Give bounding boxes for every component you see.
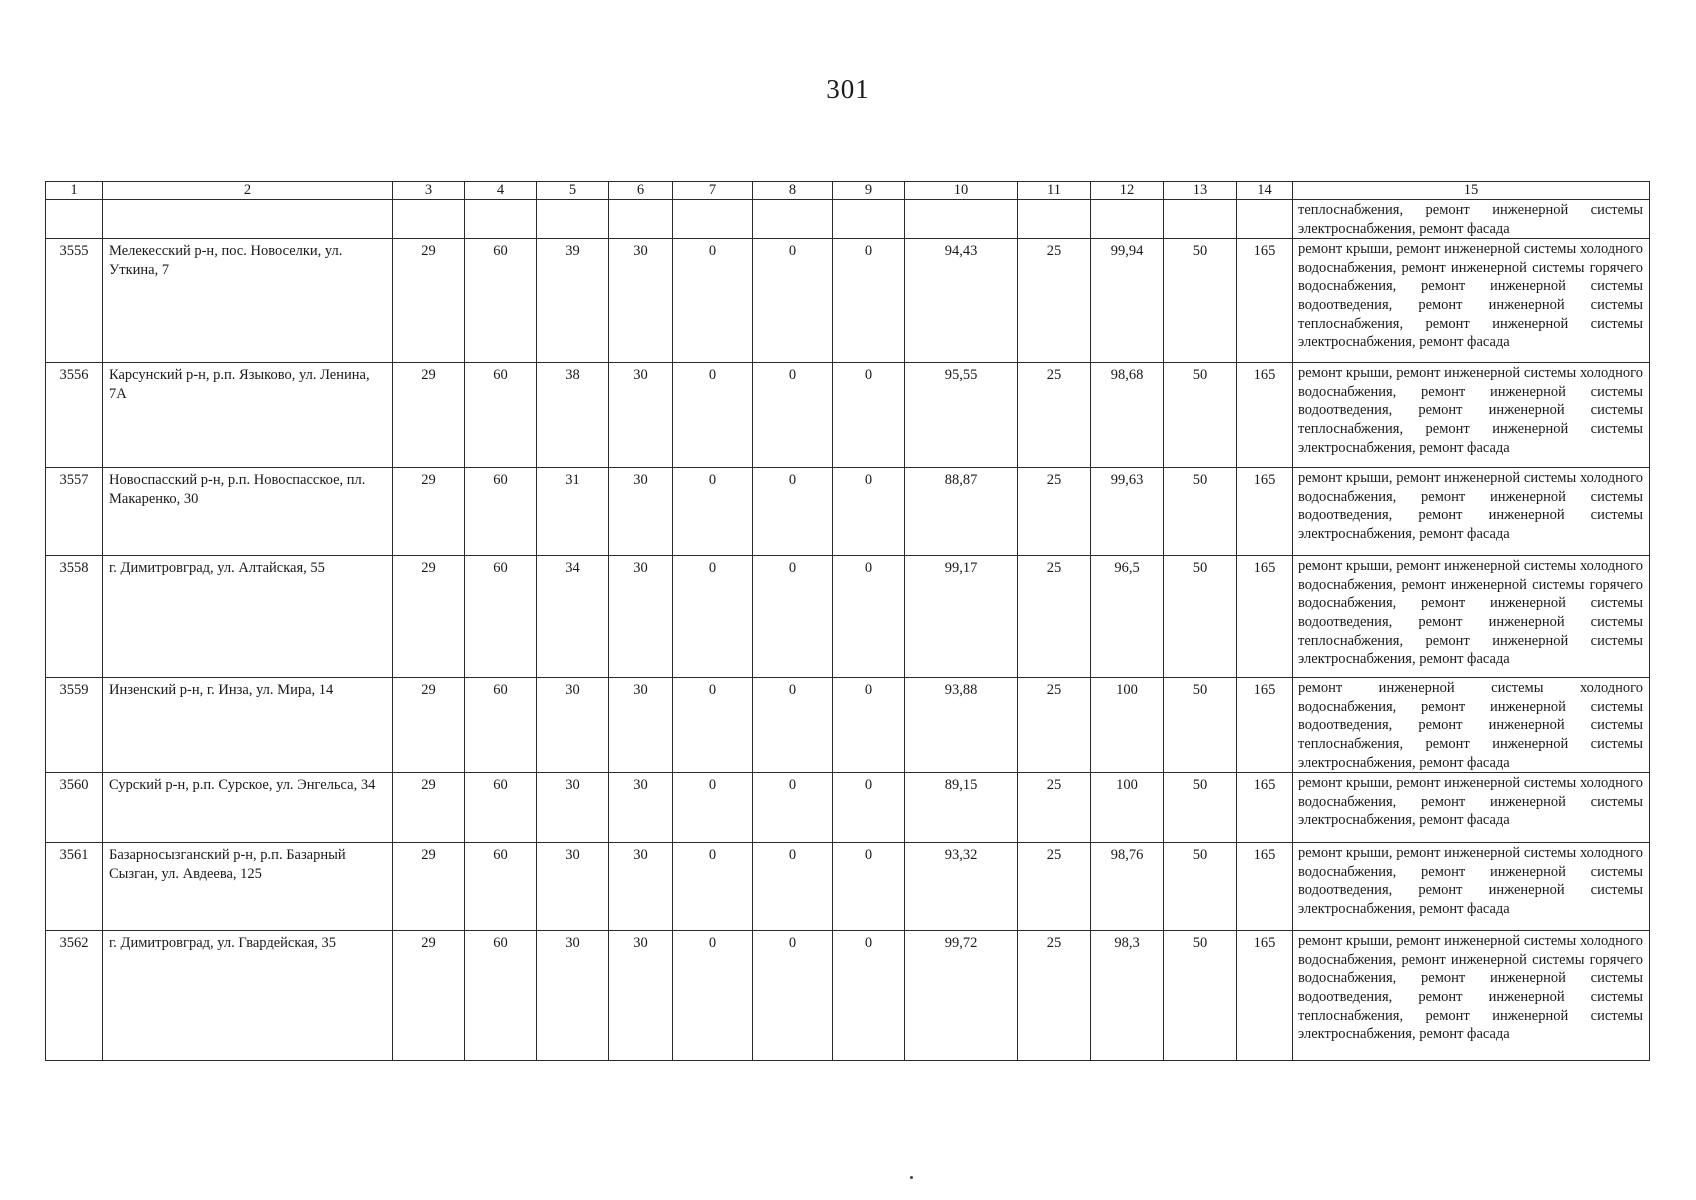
value-cell-col-6: 30 — [609, 468, 673, 556]
continuation-cell — [103, 200, 393, 239]
works-list-cell: ремонт инженерной системы холодного водоснабжения, ремонт инженерной системы водоотведения, ремонт инженерной системы теплоснабжения, ремонт инженерной системы электроснабжения, ремонт фасада — [1293, 678, 1650, 773]
value-cell-col-12: 99,94 — [1091, 239, 1164, 363]
value-cell-col-13: 50 — [1164, 843, 1237, 931]
works-list-cell: ремонт крыши, ремонт инженерной системы холодного водоснабжения, ремонт инженерной системы водоотведения, ремонт инженерной системы электроснабжения, ремонт фасада — [1293, 843, 1650, 931]
row-number-cell: 3562 — [46, 931, 103, 1061]
value-cell-col-13: 50 — [1164, 773, 1237, 843]
value-cell-col-3: 29 — [393, 556, 465, 678]
value-cell-col-5: 30 — [537, 773, 609, 843]
value-cell-col-10: 89,15 — [905, 773, 1018, 843]
value-cell-col-5: 38 — [537, 363, 609, 468]
value-cell-col-10: 93,32 — [905, 843, 1018, 931]
value-cell-col-14: 165 — [1237, 678, 1293, 773]
continuation-cell — [1237, 200, 1293, 239]
value-cell-col-10: 95,55 — [905, 363, 1018, 468]
value-cell-col-6: 30 — [609, 773, 673, 843]
address-cell: Инзенский р-н, г. Инза, ул. Мира, 14 — [103, 678, 393, 773]
address-cell: Новоспасский р-н, р.п. Новоспасское, пл. Макаренко, 30 — [103, 468, 393, 556]
row-number-cell: 3556 — [46, 363, 103, 468]
continuation-cell — [753, 200, 833, 239]
table-row — [46, 773, 1650, 843]
table-header — [46, 182, 1650, 200]
continuation-cell — [905, 200, 1018, 239]
value-cell-col-4: 60 — [465, 468, 537, 556]
column-header-4: 4 — [465, 182, 537, 200]
value-cell-col-3: 29 — [393, 773, 465, 843]
value-cell-col-11: 25 — [1018, 773, 1091, 843]
value-cell-col-3: 29 — [393, 239, 465, 363]
value-cell-col-10: 94,43 — [905, 239, 1018, 363]
value-cell-col-4: 60 — [465, 678, 537, 773]
value-cell-col-4: 60 — [465, 363, 537, 468]
value-cell-col-5: 30 — [537, 931, 609, 1061]
continuation-cell — [537, 200, 609, 239]
continuation-cell — [833, 200, 905, 239]
value-cell-col-11: 25 — [1018, 843, 1091, 931]
value-cell-col-6: 30 — [609, 239, 673, 363]
table-row — [46, 843, 1650, 931]
address-cell: Мелекесский р-н, пос. Новоселки, ул. Уткина, 7 — [103, 239, 393, 363]
continuation-cell — [1091, 200, 1164, 239]
address-cell: г. Димитровград, ул. Гвардейская, 35 — [103, 931, 393, 1061]
column-header-1: 1 — [46, 182, 103, 200]
value-cell-col-11: 25 — [1018, 678, 1091, 773]
address-cell: г. Димитровград, ул. Алтайская, 55 — [103, 556, 393, 678]
value-cell-col-14: 165 — [1237, 239, 1293, 363]
value-cell-col-3: 29 — [393, 843, 465, 931]
value-cell-col-10: 99,17 — [905, 556, 1018, 678]
page-number: 301 — [826, 74, 870, 104]
value-cell-col-4: 60 — [465, 556, 537, 678]
continuation-cell — [673, 200, 753, 239]
address-cell: Базарносызганский р-н, р.п. Базарный Сызган, ул. Авдеева, 125 — [103, 843, 393, 931]
value-cell-col-14: 165 — [1237, 843, 1293, 931]
value-cell-col-14: 165 — [1237, 931, 1293, 1061]
value-cell-col-7: 0 — [673, 363, 753, 468]
scan-speck — [910, 1176, 913, 1179]
value-cell-col-8: 0 — [753, 239, 833, 363]
table-row — [46, 556, 1650, 678]
value-cell-col-13: 50 — [1164, 363, 1237, 468]
value-cell-col-12: 98,68 — [1091, 363, 1164, 468]
column-header-2: 2 — [103, 182, 393, 200]
works-list-cell: ремонт крыши, ремонт инженерной системы холодного водоснабжения, ремонт инженерной системы горячего водоснабжения, ремонт инженерной системы водоотведения, ремонт инженерной системы теплоснабжения, ремонт инженерной системы электроснабжения, ремонт фасада — [1293, 931, 1650, 1061]
value-cell-col-6: 30 — [609, 678, 673, 773]
value-cell-col-13: 50 — [1164, 556, 1237, 678]
column-header-8: 8 — [753, 182, 833, 200]
table-row — [46, 239, 1650, 363]
value-cell-col-9: 0 — [833, 239, 905, 363]
houses-table — [45, 181, 1650, 1061]
value-cell-col-8: 0 — [753, 773, 833, 843]
value-cell-col-12: 100 — [1091, 678, 1164, 773]
column-header-11: 11 — [1018, 182, 1091, 200]
value-cell-col-9: 0 — [833, 931, 905, 1061]
value-cell-col-9: 0 — [833, 843, 905, 931]
value-cell-col-13: 50 — [1164, 931, 1237, 1061]
column-header-6: 6 — [609, 182, 673, 200]
column-header-10: 10 — [905, 182, 1018, 200]
value-cell-col-10: 93,88 — [905, 678, 1018, 773]
header-row — [46, 182, 1650, 200]
row-number-cell: 3559 — [46, 678, 103, 773]
value-cell-col-7: 0 — [673, 773, 753, 843]
table-row — [46, 468, 1650, 556]
value-cell-col-12: 98,3 — [1091, 931, 1164, 1061]
value-cell-col-8: 0 — [753, 468, 833, 556]
value-cell-col-8: 0 — [753, 931, 833, 1061]
value-cell-col-11: 25 — [1018, 239, 1091, 363]
value-cell-col-11: 25 — [1018, 468, 1091, 556]
value-cell-col-11: 25 — [1018, 931, 1091, 1061]
value-cell-col-12: 100 — [1091, 773, 1164, 843]
value-cell-col-3: 29 — [393, 931, 465, 1061]
column-header-15: 15 — [1293, 182, 1650, 200]
address-cell: Карсунский р-н, р.п. Языково, ул. Ленина, 7А — [103, 363, 393, 468]
value-cell-col-5: 31 — [537, 468, 609, 556]
value-cell-col-12: 99,63 — [1091, 468, 1164, 556]
continuation-cell — [1018, 200, 1091, 239]
value-cell-col-6: 30 — [609, 556, 673, 678]
value-cell-col-4: 60 — [465, 843, 537, 931]
value-cell-col-6: 30 — [609, 843, 673, 931]
value-cell-col-5: 30 — [537, 678, 609, 773]
column-header-7: 7 — [673, 182, 753, 200]
row-number-cell: 3557 — [46, 468, 103, 556]
value-cell-col-8: 0 — [753, 678, 833, 773]
value-cell-col-3: 29 — [393, 468, 465, 556]
value-cell-col-8: 0 — [753, 363, 833, 468]
works-list-cell: ремонт крыши, ремонт инженерной системы холодного водоснабжения, ремонт инженерной системы горячего водоснабжения, ремонт инженерной системы водоотведения, ремонт инженерной системы теплоснабжения, ремонт инженерной системы электроснабжения, ремонт фасада — [1293, 556, 1650, 678]
value-cell-col-11: 25 — [1018, 556, 1091, 678]
value-cell-col-14: 165 — [1237, 556, 1293, 678]
value-cell-col-7: 0 — [673, 239, 753, 363]
value-cell-col-14: 165 — [1237, 468, 1293, 556]
value-cell-col-9: 0 — [833, 773, 905, 843]
value-cell-col-13: 50 — [1164, 678, 1237, 773]
value-cell-col-8: 0 — [753, 843, 833, 931]
value-cell-col-8: 0 — [753, 556, 833, 678]
value-cell-col-4: 60 — [465, 239, 537, 363]
value-cell-col-9: 0 — [833, 363, 905, 468]
value-cell-col-7: 0 — [673, 678, 753, 773]
value-cell-col-9: 0 — [833, 556, 905, 678]
table-row — [46, 363, 1650, 468]
value-cell-col-3: 29 — [393, 363, 465, 468]
column-header-13: 13 — [1164, 182, 1237, 200]
continuation-works-cell: теплоснабжения, ремонт инженерной системы электроснабжения, ремонт фасада — [1293, 200, 1650, 239]
continuation-cell — [1164, 200, 1237, 239]
row-number-cell: 3561 — [46, 843, 103, 931]
works-list-cell: ремонт крыши, ремонт инженерной системы холодного водоснабжения, ремонт инженерной системы горячего водоснабжения, ремонт инженерной системы водоотведения, ремонт инженерной системы теплоснабжения, ремонт инженерной системы электроснабжения, ремонт фасада — [1293, 239, 1650, 363]
works-list-cell: ремонт крыши, ремонт инженерной системы холодного водоснабжения, ремонт инженерной системы электроснабжения, ремонт фасада — [1293, 773, 1650, 843]
value-cell-col-4: 60 — [465, 773, 537, 843]
value-cell-col-7: 0 — [673, 843, 753, 931]
row-number-cell: 3560 — [46, 773, 103, 843]
value-cell-col-7: 0 — [673, 931, 753, 1061]
row-number-cell: 3558 — [46, 556, 103, 678]
value-cell-col-5: 30 — [537, 843, 609, 931]
address-cell: Сурский р-н, р.п. Сурское, ул. Энгельса, 34 — [103, 773, 393, 843]
value-cell-col-13: 50 — [1164, 239, 1237, 363]
table-row — [46, 678, 1650, 773]
table-row — [46, 931, 1650, 1061]
works-list-cell: ремонт крыши, ремонт инженерной системы холодного водоснабжения, ремонт инженерной системы водоотведения, ремонт инженерной системы теплоснабжения, ремонт инженерной системы электроснабжения, ремонт фасада — [1293, 363, 1650, 468]
table-body — [46, 200, 1650, 1061]
value-cell-col-6: 30 — [609, 931, 673, 1061]
value-cell-col-7: 0 — [673, 468, 753, 556]
works-list-cell: ремонт крыши, ремонт инженерной системы холодного водоснабжения, ремонт инженерной системы водоотведения, ремонт инженерной системы электроснабжения, ремонт фасада — [1293, 468, 1650, 556]
value-cell-col-12: 96,5 — [1091, 556, 1164, 678]
row-number-cell: 3555 — [46, 239, 103, 363]
continuation-cell — [465, 200, 537, 239]
value-cell-col-12: 98,76 — [1091, 843, 1164, 931]
value-cell-col-6: 30 — [609, 363, 673, 468]
value-cell-col-5: 39 — [537, 239, 609, 363]
value-cell-col-9: 0 — [833, 468, 905, 556]
continuation-row — [46, 200, 1650, 239]
value-cell-col-4: 60 — [465, 931, 537, 1061]
value-cell-col-10: 88,87 — [905, 468, 1018, 556]
continuation-cell — [393, 200, 465, 239]
column-header-5: 5 — [537, 182, 609, 200]
value-cell-col-9: 0 — [833, 678, 905, 773]
value-cell-col-10: 99,72 — [905, 931, 1018, 1061]
value-cell-col-13: 50 — [1164, 468, 1237, 556]
continuation-cell — [46, 200, 103, 239]
value-cell-col-11: 25 — [1018, 363, 1091, 468]
column-header-14: 14 — [1237, 182, 1293, 200]
column-header-3: 3 — [393, 182, 465, 200]
value-cell-col-14: 165 — [1237, 363, 1293, 468]
value-cell-col-3: 29 — [393, 678, 465, 773]
continuation-cell — [609, 200, 673, 239]
value-cell-col-7: 0 — [673, 556, 753, 678]
column-header-9: 9 — [833, 182, 905, 200]
value-cell-col-14: 165 — [1237, 773, 1293, 843]
value-cell-col-5: 34 — [537, 556, 609, 678]
column-header-12: 12 — [1091, 182, 1164, 200]
